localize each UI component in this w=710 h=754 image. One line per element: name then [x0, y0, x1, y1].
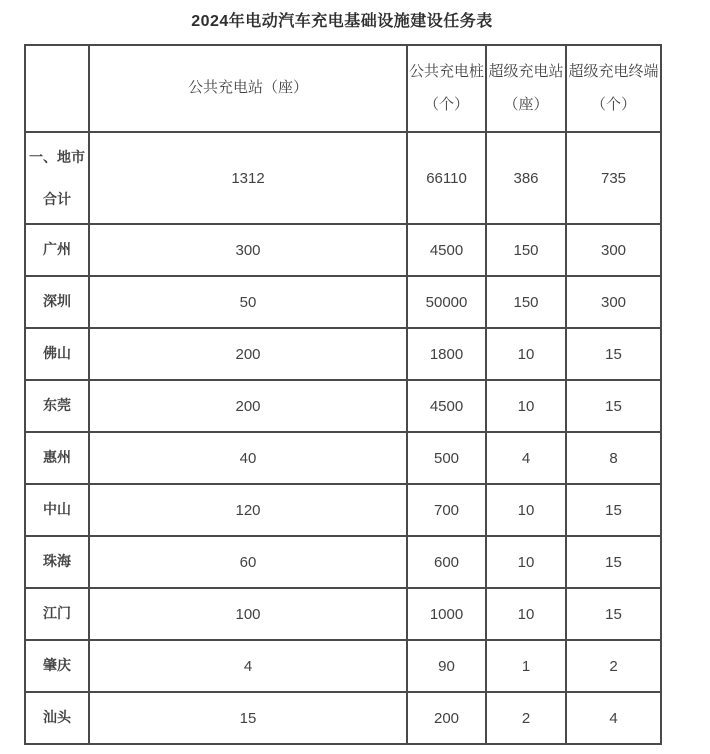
- table-body: [25, 132, 661, 744]
- value-cell: 4500: [407, 224, 486, 276]
- value-cell: 10: [486, 328, 566, 380]
- region-cell: 珠海: [25, 536, 89, 588]
- value-cell: 10: [486, 536, 566, 588]
- table-row: [25, 328, 661, 380]
- value-cell: 4500: [407, 380, 486, 432]
- value-cell: 8: [566, 432, 661, 484]
- region-cell: 深圳: [25, 276, 89, 328]
- value-cell: 700: [407, 484, 486, 536]
- value-cell: 60: [89, 536, 407, 588]
- value-cell: 15: [566, 588, 661, 640]
- value-cell: 1312: [89, 132, 407, 224]
- value-cell: 300: [89, 224, 407, 276]
- value-cell: 1: [486, 640, 566, 692]
- value-cell: 200: [89, 328, 407, 380]
- header-cell-super-charging-station: [486, 45, 566, 132]
- value-cell: 66110: [407, 132, 486, 224]
- region-cell: 江门: [25, 588, 89, 640]
- value-cell: 10: [486, 380, 566, 432]
- region-cell: 中山: [25, 484, 89, 536]
- value-cell: 300: [566, 276, 661, 328]
- header-unit: （座）: [503, 95, 549, 113]
- value-cell: 10: [486, 588, 566, 640]
- charging-infrastructure-table: [24, 44, 662, 745]
- value-cell: 4: [566, 692, 661, 744]
- value-cell: 735: [566, 132, 661, 224]
- value-cell: 2: [486, 692, 566, 744]
- value-cell: 15: [566, 536, 661, 588]
- value-cell: 386: [486, 132, 566, 224]
- region-cell: 广州: [25, 224, 89, 276]
- value-cell: 500: [407, 432, 486, 484]
- value-cell: 90: [407, 640, 486, 692]
- table-row: [25, 692, 661, 744]
- table-row: [25, 484, 661, 536]
- region-cell: 东莞: [25, 380, 89, 432]
- header-label: 超级充电站: [488, 63, 564, 81]
- region-cell: 汕头: [25, 692, 89, 744]
- header-label: 公共充电桩: [408, 63, 484, 81]
- table-header-row: [25, 45, 661, 132]
- table-row: [25, 536, 661, 588]
- table-row: [25, 380, 661, 432]
- value-cell: 4: [486, 432, 566, 484]
- table-row: [25, 276, 661, 328]
- header-cell-region-blank: [25, 45, 89, 132]
- region-cell: 佛山: [25, 328, 89, 380]
- header-cell-public-charging-pile: [407, 45, 486, 132]
- value-cell: 600: [407, 536, 486, 588]
- value-cell: 15: [89, 692, 407, 744]
- value-cell: 4: [89, 640, 407, 692]
- value-cell: 15: [566, 380, 661, 432]
- page-title: 2024年电动汽车充电基础设施建设任务表: [191, 13, 493, 30]
- region-cell: 一、地市合计: [25, 132, 89, 224]
- value-cell: 120: [89, 484, 407, 536]
- value-cell: 15: [566, 328, 661, 380]
- value-cell: 2: [566, 640, 661, 692]
- table-row: [25, 132, 661, 224]
- header-cell-super-charging-terminal: [566, 45, 661, 132]
- header-cell-public-charging-station: [89, 45, 407, 132]
- value-cell: 15: [566, 484, 661, 536]
- value-cell: 150: [486, 276, 566, 328]
- value-cell: 10: [486, 484, 566, 536]
- value-cell: 40: [89, 432, 407, 484]
- value-cell: 50: [89, 276, 407, 328]
- table-row: [25, 432, 661, 484]
- header-unit: （个）: [423, 95, 469, 113]
- value-cell: 100: [89, 588, 407, 640]
- header-label: 公共充电站（座）: [187, 79, 308, 97]
- region-cell: 肇庆: [25, 640, 89, 692]
- header-label: 超级充电终端: [568, 63, 659, 81]
- region-cell: 惠州: [25, 432, 89, 484]
- value-cell: 200: [407, 692, 486, 744]
- header-unit: （个）: [590, 95, 636, 113]
- table-row: [25, 588, 661, 640]
- value-cell: 50000: [407, 276, 486, 328]
- value-cell: 1000: [407, 588, 486, 640]
- value-cell: 300: [566, 224, 661, 276]
- table-row: [25, 224, 661, 276]
- value-cell: 1800: [407, 328, 486, 380]
- value-cell: 200: [89, 380, 407, 432]
- value-cell: 150: [486, 224, 566, 276]
- table-row: [25, 640, 661, 692]
